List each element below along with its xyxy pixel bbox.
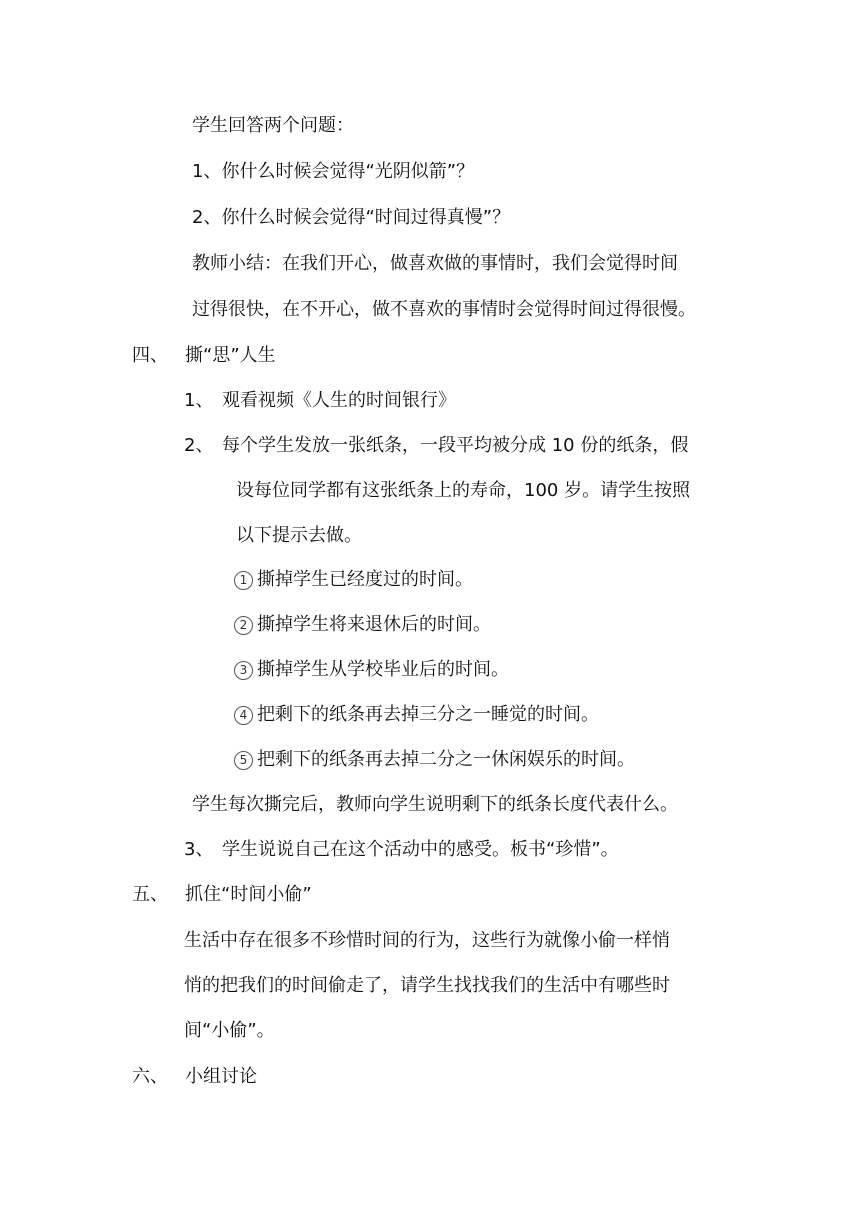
step-2 xyxy=(234,612,491,638)
step-1-text: 撕掉学生已经度过的时间。 xyxy=(257,569,473,590)
teacher-summary-line-1: 教师小结：在我们开心，做喜欢做的事情时，我们会觉得时间 xyxy=(192,253,678,274)
item-3-number: 3、 xyxy=(184,839,214,860)
circled-number-3: 3 xyxy=(234,661,253,680)
item-2-number: 2、 xyxy=(184,435,214,456)
circled-number-2: 2 xyxy=(234,616,253,635)
step-2-text: 撕掉学生将来退休后的时间。 xyxy=(257,614,491,635)
step-4-text: 把剩下的纸条再去掉三分之一睡觉的时间。 xyxy=(257,704,599,725)
section-6-title: 小组讨论 xyxy=(185,1066,257,1087)
step-5-text: 把剩下的纸条再去掉二分之一休闲娱乐的时间。 xyxy=(257,749,635,770)
section-6-number: 六、 xyxy=(132,1066,168,1087)
circled-number-1: 1 xyxy=(234,571,253,590)
section-4-title: 撕“思”人生 xyxy=(185,345,276,366)
section-5-number: 五、 xyxy=(132,884,168,905)
section-5-line-1: 生活中存在很多不珍惜时间的行为，这些行为就像小偷一样悄 xyxy=(184,930,670,951)
step-3-text: 撕掉学生从学校毕业后的时间。 xyxy=(257,659,509,680)
question-2: 2、你什么时候会觉得“时间过得真慢”？ xyxy=(192,207,511,228)
item-1-number: 1、 xyxy=(184,390,214,411)
question-1: 1、你什么时候会觉得“光阴似箭”？ xyxy=(192,161,475,182)
section-5-line-2: 悄的把我们的时间偷走了，请学生找找我们的生活中有哪些时 xyxy=(184,975,670,996)
item-2-line-3: 以下提示去做。 xyxy=(236,525,362,546)
section-5-title: 抓住“时间小偷” xyxy=(185,884,312,905)
circled-number-4: 4 xyxy=(234,706,253,725)
after-steps-text: 学生每次撕完后，教师向学生说明剩下的纸条长度代表什么。 xyxy=(192,794,678,815)
intro-text: 学生回答两个问题： xyxy=(192,115,354,136)
item-3-text: 学生说说自己在这个活动中的感受。板书“珍惜”。 xyxy=(222,839,619,860)
section-5-line-3: 间“小偷”。 xyxy=(184,1020,275,1041)
item-1-text: 观看视频《人生的时间银行》 xyxy=(222,390,456,411)
item-2-line-1: 每个学生发放一张纸条，一段平均被分成 10 份的纸条，假 xyxy=(222,435,689,456)
teacher-summary-line-2: 过得很快，在不开心，做不喜欢的事情时会觉得时间过得很慢。 xyxy=(192,299,696,320)
step-4 xyxy=(234,702,599,728)
section-4-number: 四、 xyxy=(132,345,168,366)
item-2-line-2: 设每位同学都有这张纸条上的寿命，100 岁。请学生按照 xyxy=(236,480,691,501)
step-5 xyxy=(234,747,635,773)
step-1 xyxy=(234,567,473,593)
step-3 xyxy=(234,657,509,683)
circled-number-5: 5 xyxy=(234,751,253,770)
